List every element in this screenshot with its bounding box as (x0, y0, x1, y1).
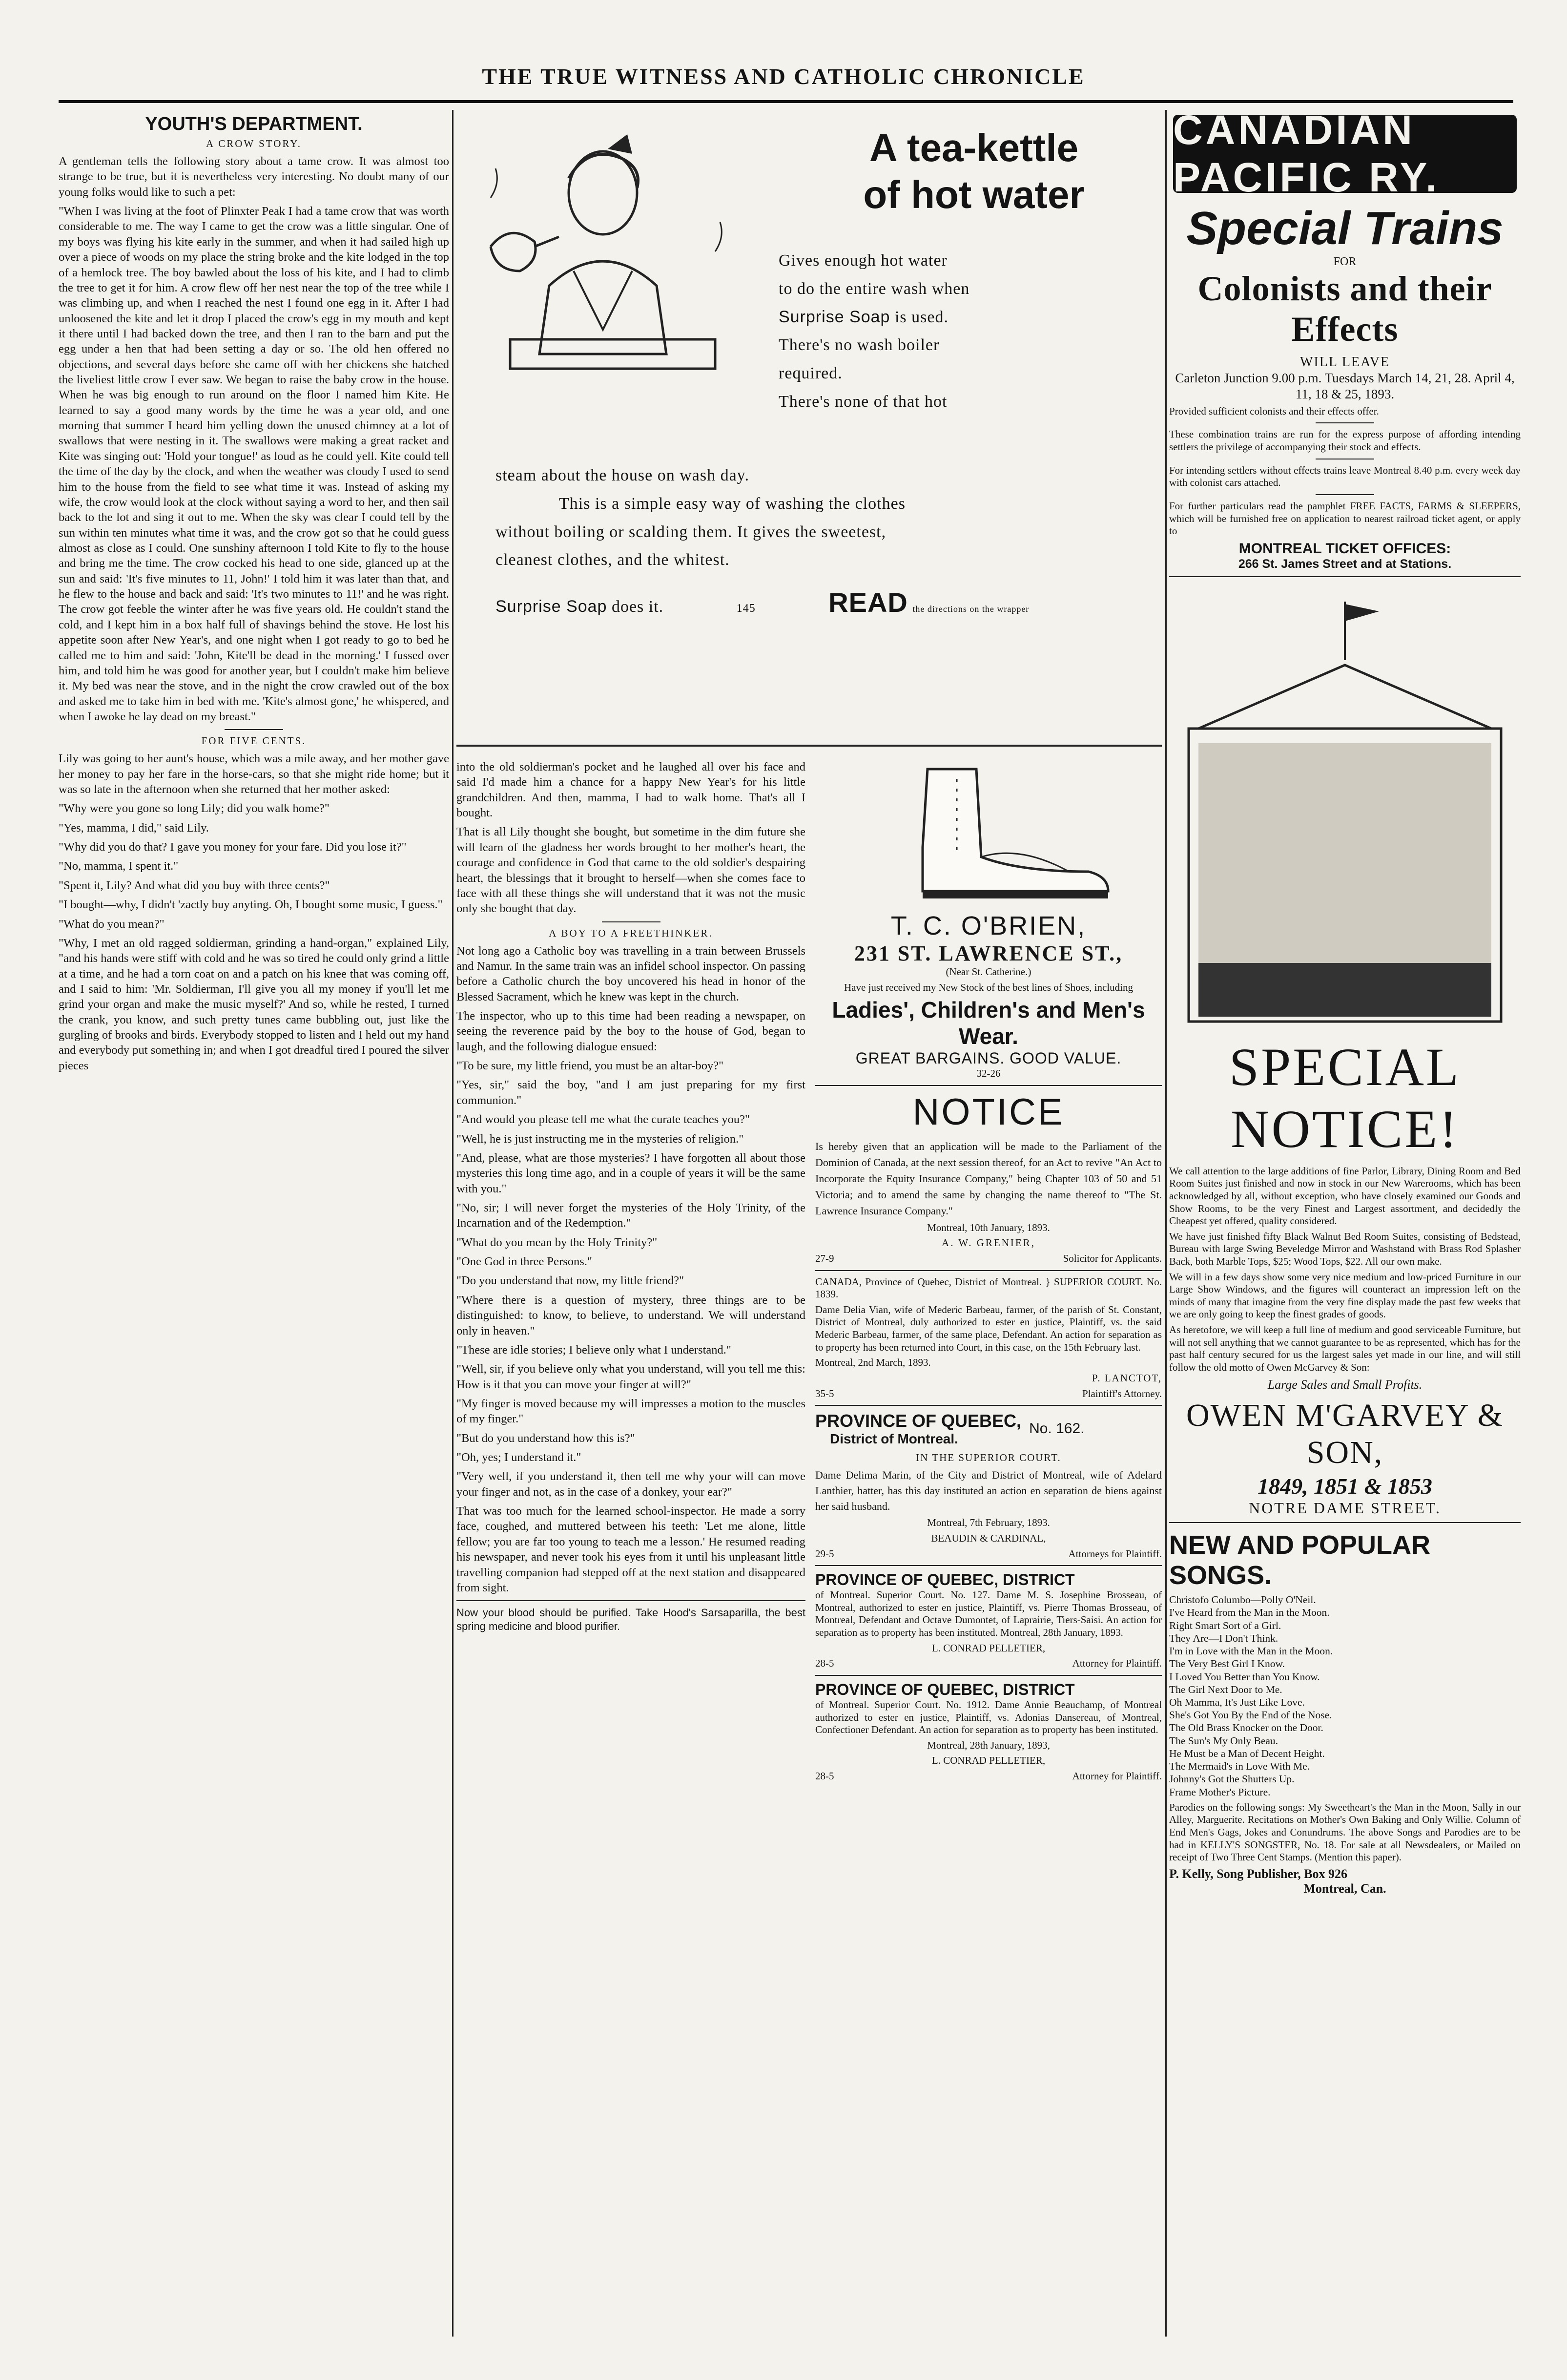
paragraph: "My finger is moved because my will impresses a motion to the muscles of my finger." (456, 1397, 805, 1426)
ticket-offices-address: 266 St. James Street and at Stations. (1238, 557, 1452, 571)
paragraph: We call attention to the large additions of fine Parlor, Library, Dining Room and Bed Room Suites just finished and now in stock in our New Warerooms, which has been acknowledged by all, without exception, who have closely examined our Goods and Show Rooms, to be the very Finest and Largest assortment, and decidedly the Cheapest yet offered, quality considered. (1169, 1165, 1521, 1227)
store-building-illustration (1169, 582, 1521, 1031)
paragraph: Not long ago a Catholic boy was travelling in a train between Brussels and Namur. In the same train was an infidel school inspector. On passing before a Catholic church the boy uncovered his head in honor of the Blessed Sacrament, which he knew was kept in the church. (456, 944, 805, 1003)
headline-line: of hot water (863, 173, 1085, 216)
paragraph: "Do you understand that now, my little friend?" (456, 1274, 684, 1288)
song-item: The Old Brass Knocker on the Door. (1169, 1722, 1323, 1734)
pq-signer: L. CONRAD PELLETIER, (931, 1754, 1046, 1767)
ads-column (815, 759, 1162, 2337)
song-item: The Mermaid's in Love With Me. (1169, 1760, 1310, 1773)
cpr-logo: CANADIAN PACIFIC RY. (1173, 115, 1517, 193)
cpr-further: For further particulars read the pamphlet FREE FACTS, FARMS & SLEEPERS, which will be furnished free on application to nearest railroad ticket agent, or apply to (1169, 500, 1521, 537)
legal-body: Dame Delia Vian, wife of Mederic Barbeau, farmer, of the parish of St. Constant, District of Montreal, duly authorized to ester en justice, Plaintiff, vs. the said Mederic Barbeau, farmer, of the same place, Defendant. An action for separation as to property has been returned into Court, in this case, on the 15th February last. (815, 1303, 1162, 1353)
story-subhead: FOR FIVE CENTS. (201, 735, 307, 747)
will-leave: WILL LEAVE (1299, 355, 1390, 370)
ad-line: cleanest clothes, and the whitest. (495, 551, 730, 569)
obrien-address: 231 ST. LAWRENCE ST., (854, 941, 1123, 965)
paragraph: A gentleman tells the following story about a tame crow. It was almost too strange to be true, but it is nevertheless very interesting. No doubt many of our young folks would like to such a pet: (59, 155, 449, 199)
role: Attorney for Plaintiff. (1072, 1770, 1162, 1782)
divider (815, 1675, 1162, 1676)
cpr-provided: Provided sufficient colonists and their effects offer. (1169, 405, 1379, 417)
ad-code: 35-5 (815, 1387, 834, 1399)
masthead: THE TRUE WITNESS AND CATHOLIC CHRONICLE (482, 64, 1085, 89)
ticket-offices: MONTREAL TICKET OFFICES: (1238, 540, 1451, 557)
pq-head: PROVINCE OF QUEBEC, (815, 1411, 1022, 1431)
song-item: Christofo Columbo—Polly O'Neil. (1169, 1594, 1316, 1606)
for-label: FOR (1333, 255, 1357, 268)
pq-date: Montreal, 28th January, 1893, (927, 1739, 1050, 1751)
owen-mcgarvey-name: OWEN M'GARVEY & SON, (1186, 1398, 1504, 1471)
song-item: The Girl Next Door to Me. (1169, 1683, 1282, 1695)
obrien-ladies: Ladies', Children's and Men's Wear. (832, 997, 1145, 1049)
obrien-near: (Near St. Catherine.) (946, 966, 1031, 978)
song-list (1169, 1593, 1521, 1798)
song-item: Right Smart Sort of a Girl. (1169, 1619, 1281, 1631)
surprise-soap-ad (456, 110, 1162, 747)
song-item: The Very Best Girl I Know. (1169, 1658, 1285, 1670)
obrien-name: T. C. O'BRIEN, (890, 911, 1087, 940)
divider (1316, 422, 1374, 423)
motto: Large Sales and Small Profits. (1267, 1377, 1423, 1392)
paragraph: "But do you understand how this is?" (456, 1431, 635, 1445)
ad-line: Gives enough hot water (779, 251, 948, 270)
owen-street: NOTRE DAME STREET. (1249, 1499, 1441, 1517)
woman-washing-illustration (461, 125, 754, 388)
song-item: She's Got You By the End of the Nose. (1169, 1709, 1332, 1721)
paragraph: "Why were you gone so long Lily; did you walk home?" (59, 802, 330, 815)
paragraph: Lily was going to her aunt's house, which was a mile away, and her mother gave her money to pay her fare in the horse-cars, so that she might ride home; but it was so late in the afternoon when she returned that her mother asked: (59, 752, 449, 796)
ad-code: 28-5 (815, 1770, 834, 1782)
paragraph: That is all Lily thought she bought, but sometime in the dim future she will learn of the gladness her words brought to her mother's heart, the courage and confidence in God that came to the old soldier's despairing heart, the blessings that it brought to herself—when she comes face to face with all these things she will understand that it was not the music only she bought that day. (456, 825, 805, 916)
role: Attorneys for Plaintiff. (1068, 1547, 1162, 1560)
ad-code: 28-5 (815, 1657, 834, 1670)
paragraph: We have just finished fifty Black Walnut Bed Room Suites, consisting of Bedstead, Bureau with large Swing Beveledge Mirror and Washstand with Brass Rod Splasher Back, both Marble Tops, $25; Wood Tops, $22. All our own make. (1169, 1230, 1521, 1268)
ad-code: 32-26 (976, 1067, 1001, 1080)
song-item: I Loved You Better than You Know. (1169, 1670, 1320, 1683)
song-item: Oh Mamma, It's Just Like Love. (1169, 1696, 1305, 1708)
paragraph: "To be sure, my little friend, you must be an altar-boy?" (456, 1059, 724, 1073)
song-item: I've Heard from the Man in the Moon. (1169, 1607, 1330, 1619)
pq-signer: BEAUDIN & CARDINAL, (931, 1532, 1046, 1545)
pq-signer: L. CONRAD PELLETIER, (931, 1642, 1046, 1654)
divider (225, 729, 283, 730)
ad-line: required. (779, 364, 843, 383)
headline-line: A tea-kettle (869, 126, 1079, 169)
legal-head: CANADA, Province of Quebec, District of Montreal. } SUPERIOR COURT. No. 1839. (815, 1275, 1162, 1300)
soap-headline (788, 125, 1159, 218)
paragraph: "Why did you do that? I gave you money for your fare. Did you lose it?" (59, 840, 407, 854)
shoe-illustration (815, 759, 1162, 906)
pq-court: IN THE SUPERIOR COURT. (916, 1452, 1061, 1464)
brand-name: Surprise Soap (495, 597, 607, 616)
pq-role (815, 1548, 1162, 1561)
read-label: READ (828, 587, 908, 618)
column-divider (1165, 110, 1167, 2337)
paragraph: "Well, he is just instructing me in the mysteries of religion." (456, 1132, 744, 1146)
story-subhead: A CROW STORY. (206, 138, 302, 149)
ad-footer-tail: does it. (611, 598, 664, 616)
story-subhead: A BOY TO A FREETHINKER. (549, 927, 713, 939)
ad-code: 145 (736, 602, 756, 615)
masthead-rule (59, 100, 1513, 103)
paragraph: "Where there is a question of mystery, three things are to be distinguished: to know, to believe, to understand. We will understand only in heaven." (456, 1293, 805, 1337)
divider (1169, 1522, 1521, 1523)
ad-line: steam about the house on wash day. (495, 466, 749, 484)
ad-code: 27-9 (815, 1253, 834, 1265)
ad-line (779, 303, 1159, 332)
notice-date: Montreal, 10th January, 1893. (927, 1221, 1050, 1233)
pq-head: PROVINCE OF QUEBEC, DISTRICT (815, 1680, 1075, 1698)
obrien-stock: Have just received my New Stock of the best lines of Shoes, including (844, 981, 1133, 993)
song-item: He Must be a Man of Decent Height. (1169, 1747, 1325, 1759)
legal-date: Montreal, 2nd March, 1893. (815, 1357, 931, 1369)
paragraph: "Oh, yes; I understand it." (456, 1451, 581, 1464)
divider (1316, 494, 1374, 495)
pq-date: Montreal, 7th February, 1893. (927, 1517, 1050, 1529)
read-note: the directions on the wrapper (912, 604, 1030, 614)
paragraph: We will in a few days show some very nice medium and low-priced Furniture in our Large Show Windows, and the figures will counteract an impression left on the minds of many that imagine from the very fine display made the past few weeks that we are only going to keep the finest grades of goods. (1169, 1271, 1521, 1320)
section-title: YOUTH'S DEPARTMENT. (145, 114, 363, 134)
pq-body: of Montreal. Superior Court. No. 1912. Dame Annie Beauchamp, of Montreal authorized to ester en justice, Plaintiff, vs. Adonias Dansereau, of Montreal, Confectioner Defendant. An action for separation as to property has been instituted. (815, 1698, 1162, 1736)
soap-body-block (495, 461, 1150, 626)
pq-role (815, 1770, 1162, 1783)
ad-line: There's no wash boiler (779, 336, 940, 355)
paragraph: "Why, I met an old ragged soldierman, grinding a hand-organ," explained Lily, "and his hands were stiff with cold and he was so tired he could only grind a little at a time, and he had a torn coat on and a patch on his knee that was coming off, and I said to him: 'Mr. Soldierman, I'll give you all my money if you'll let me grind your organ and make the music myself?' And so, while he rested, I turned the crank, you know, and such pretty tunes came bubbling out, just like the gurgling of brooks and birds. Everybody stopped to listen and I held out my hand and everybody put something in; and when I got dreadful tired I poured the silver pieces (59, 936, 449, 1072)
publisher: P. Kelly, Song Publisher, Box 926 (1169, 1866, 1348, 1881)
special-notice-heading: SPECIAL NOTICE! (1229, 1037, 1461, 1159)
song-item: Frame Mother's Picture. (1169, 1786, 1271, 1798)
pq-no: No. 162. (1029, 1420, 1085, 1437)
divider (815, 1085, 1162, 1086)
middle-column (456, 110, 1162, 2337)
brand-name: Surprise Soap (779, 307, 890, 326)
divider (815, 1405, 1162, 1406)
ad-code: 29-5 (815, 1547, 834, 1560)
divider (456, 1600, 805, 1601)
paragraph: "Very well, if you understand it, then tell me why your will can move your finger and not, as in the case of a donkey, your ear?" (456, 1470, 805, 1499)
paragraph: "Well, sir, if you believe only what you understand, will you tell me this: How is it that you can move your finger at will?" (456, 1362, 805, 1391)
pq-body: of Montreal. Superior Court. No. 127. Dame M. S. Josephine Brosseau, of Montreal, authorized to ester en justice, Plaintiff, vs. Pierre Thomas Brosseau, of Montreal, Defendant and Octave Dumontet, of Laprairie, Tiers-Saisi. An action for separation as to property has been instituted. Montreal, 28th January, 1893. (815, 1589, 1162, 1639)
cpr-combination: These combination trains are run for the express purpose of affording intending settlers the privilege of accompanying their stock and effects. (1169, 428, 1521, 453)
parodies: Parodies on the following songs: My Sweetheart's the Man in the Moon, Sally in our Alley, Marguerite. Recitations on Mother's Own Baking and Only Willie. Column of End Men's Gags, Jokes and Conundrums. The above Songs and Parodies are to be had in KELLY'S SONGSTER, No. 18. For sale at all Newsdealers, or Mailed on receipt of Two Three Cent Stamps. (Mention this paper). (1169, 1801, 1521, 1863)
cpr-without: For intending settlers without effects trains leave Montreal 8.40 p.m. every week day with colonist cars attached. (1169, 464, 1521, 489)
divider (1169, 576, 1521, 577)
paragraph: The inspector, who up to this time had been reading a newspaper, on seeing the reverence paid by the boy to the house of God, began to laugh, and the following dialogue ensued: (456, 1009, 805, 1053)
pq-162-head (815, 1411, 1162, 1447)
soap-copy-block (779, 247, 1159, 416)
paragraph: "What do you mean?" (59, 917, 165, 931)
song-item: I'm in Love with the Man in the Moon. (1169, 1645, 1333, 1657)
role: Solicitor for Applicants. (1063, 1253, 1162, 1265)
pq-district: District of Montreal. (830, 1431, 958, 1447)
colonists-heading: Colonists and their Effects (1197, 269, 1492, 349)
paragraph: "No, sir; I will never forget the mysteries of the Holy Trinity, of the Incarnation and of the Redemption." (456, 1201, 805, 1230)
hoods-ad: Now your blood should be purified. Take Hood's Sarsaparilla, the best spring medicine and blood purifier. (456, 1607, 805, 1633)
song-item: Johnny's Got the Shutters Up. (1169, 1773, 1295, 1785)
paragraph: "When I was living at the foot of Plinxter Peak I had a tame crow that was worth considerable to me. The way I came to get the crow was a little singular. One of my boys was flying his kite early in the summer, and when it had sailed high up over a piece of woods on my place the string broke and the kite lodged in the top of a hemlock tree. The boy bawled about the loss of his kite, and I had to climb the tree to get it for him. A crow flew off her nest near the top of the tree while I was climbing up, and when I reached the nest I found one egg in it. After I had unloosened the kite and let it drop I placed the crow's egg in my mouth and kept it there until I had backed down the tree, and then I ran to the barn and put the egg under a hen that had been setting a day or so. The old hen offered no objections, and several days before she came off with her chickens she hatched the liveliest little crow I ever saw. We began to raise the baby crow in the house. When he was big enough to run around on the floor I named him Kite. He learned to say a good many words by the time he was a year old, and one morning that summer I heard him yelling down the unused chimney at a lot of swallows that were nesting in it. The swallows were making a great racket and Kite was singing out: 'Hold your tongue!' as loud as he could yell. Kite could tell the time of the day by the clock, and when the weather was cloudy I used to send him to the house from the field to see what time it was. Instead of asking my wife, the crow would look at the clock without saying a word to her, and then sail back to the lot and sing it out to me. When the sky was clear I could tell by the sun within ten minutes what time it was, and the crow got so that he could guess almost as close as I could. One sunshiny afternoon I told Kite to fly to the house and bring me the time. The crow cocked his head to one side, glanced up at the sun and said: 'It's five minutes to 11, John!' I told him it was later than that, and he flew to the house and back and said: 'It's two minutes to 11!' and he was right. The crow got feeble the winter after he was five years old. He couldn't stand the cold, and I kept him in a box half full of shavings behind the stove. He lost his appetite soon after New Year's, and one night when I got ready to go to bed he called me to him and said: 'John, Kite'll be dead in the morning.' I fussed over him, and told him he was good for another year, but I couldn't make him believe it. My bed was near the stove, and in the night the crow crawled out of the box and asked me to take him in bed with me. 'Kite's almost gone,' he whispered, and when I awoke he lay dead on my breast." (59, 205, 449, 723)
youths-department-column (59, 110, 449, 2337)
role: Attorney for Plaintiff. (1072, 1657, 1162, 1670)
column-divider (452, 110, 454, 2337)
obrien-bargains: GREAT BARGAINS. GOOD VALUE. (855, 1049, 1122, 1067)
legal-signer: P. LANCTOT, (1092, 1372, 1162, 1384)
paragraph: "Yes, mamma, I did," said Lily. (59, 821, 209, 835)
paragraph: That was too much for the learned school-inspector. He made a sorry face, coughed, and muttered between his teeth: 'Let me alone, little fellow; you are far too young to teach me a lesson.' He resumed reading his newspaper, and never took his eyes from it until his unpleasant little travelling companion had stepped off at the next station and disappeared from sight. (456, 1504, 805, 1594)
paragraph: "And, please, what are those mysteries? I have forgotten all about those mysteries this long time ago, and in a couple of years it will be the same with you." (456, 1151, 805, 1195)
paragraph: "These are idle stories; I believe only what I understand." (456, 1343, 731, 1357)
ad-line: to do the entire wash when (779, 279, 970, 298)
paragraph: "Yes, sir," said the boy, "and I am just preparing for my first communion." (456, 1078, 805, 1107)
ad-line-tail: is used. (894, 308, 948, 326)
song-item: The Sun's My Only Beau. (1169, 1734, 1278, 1747)
paragraph: "What do you mean by the Holy Trinity?" (456, 1235, 658, 1249)
paragraph: As heretofore, we will keep a full line of medium and good serviceable Furniture, but will not sell anything that we cannot guarantee to be as represented, which has for the past half century secured for us the largest sales yet made in our line, and will still follow the old motto of Owen McGarvey & Son: (1169, 1324, 1521, 1373)
legal-role (815, 1388, 1162, 1400)
publisher-city: Montreal, Can. (1303, 1881, 1386, 1896)
pq-head: PROVINCE OF QUEBEC, DISTRICT (815, 1571, 1075, 1589)
right-column (1169, 110, 1521, 2337)
notice-role (815, 1253, 1162, 1265)
ad-footer (495, 579, 1150, 626)
story-continuation (456, 759, 805, 2337)
pq-role (815, 1657, 1162, 1670)
notice-body: Is hereby given that an application will be made to the Parliament of the Dominion of Canada, at the next session thereof, for an Act to revive "An Act to Incorporate the Equity Insurance Company," being Chapter 103 of 50 and 51 Victoria; and to amend the same by changing the name thereof to "The St. Lawrence Insurance Company." (815, 1140, 1162, 1217)
divider (602, 921, 660, 922)
paragraph: into the old soldierman's pocket and he laughed all over his face and said I'd made him a chance for a happy New Year's for his little grandchildren. And then, mamma, I had to walk home. That's all I bought. (456, 760, 805, 820)
paragraph: "One God in three Persons." (456, 1255, 592, 1269)
notice-title: NOTICE (912, 1091, 1065, 1133)
divider (815, 1270, 1162, 1271)
paragraph: "No, mamma, I spent it." (59, 859, 179, 873)
ad-line: This is a simple easy way of washing the clothes (559, 494, 906, 513)
pq-body: Dame Delima Marin, of the City and District of Montreal, wife of Adelard Lanthier, hatter, has this day instituted an action en separation de biens against her said husband. (815, 1468, 1162, 1512)
notice-signer: A. W. GRENIER, (942, 1237, 1035, 1249)
train-schedule: Carleton Junction 9.00 p.m. Tuesdays March 14, 21, 28. April 4, 11, 18 & 25, 1893. (1175, 371, 1515, 401)
paragraph: "I bought—why, I didn't 'zactly buy anyting. Oh, I bought some music, I guess." (59, 898, 443, 912)
owen-years: 1849, 1851 & 1853 (1258, 1474, 1432, 1499)
ad-line: without boiling or scalding them. It gives the sweetest, (495, 522, 887, 541)
song-item: They Are—I Don't Think. (1169, 1632, 1278, 1644)
new-songs-heading: NEW AND POPULAR SONGS. (1169, 1530, 1430, 1590)
role: Plaintiff's Attorney. (1082, 1387, 1162, 1399)
divider (815, 1565, 1162, 1566)
ad-line: There's none of that hot (779, 392, 948, 411)
paragraph: "Spent it, Lily? And what did you buy with three cents?" (59, 878, 330, 892)
paragraph: "And would you please tell me what the curate teaches you?" (456, 1113, 750, 1127)
special-trains-heading: Special Trains (1186, 202, 1504, 254)
